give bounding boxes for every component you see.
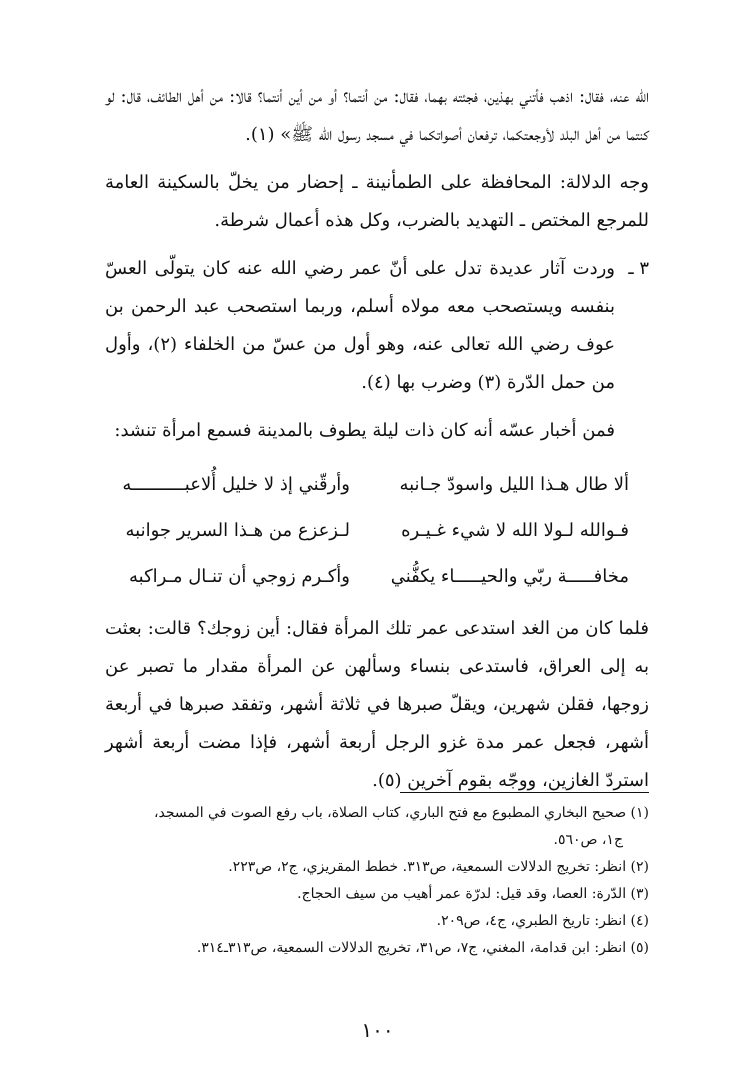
paragraph-hadith-end: الله عنه، فقال: اذهب فأتني بهذين، فجئته بهما، فقال: من أنتما؟ أو من أين أنتما؟ قالا: من أهل الطائف، قال: لو كنتما من أهل البلد لأوجعتكما، ترفعان أصواتكما في مسجد رسول الله ﷺ» (١).: [105, 86, 649, 145]
footnote-4: (٤) انظر: تاريخ الطبري، ج٤، ص٢٠٩.: [436, 913, 649, 929]
paragraph-athar: وردت آثار عديدة تدل على أنّ عمر رضي الله عنه كان يتولّى العسّ بنفسه ويستصحب معه مولاه أسلم، وربما استصحب عبد الرحمن بن عوف رضي الله تعالى عنه، وهو أول من عسّ من الخلفاء (٢)، وأول من حمل الدّرة (٣) وضرب بها (٤).: [105, 258, 615, 393]
poem: [105, 462, 649, 600]
footnote-continuation: ج١، ص٥٦٠.: [553, 832, 623, 848]
poem-verse: [105, 508, 649, 554]
verse-first-hemistich: ألا طال هـذا الليل واسودّ جـانبه: [399, 474, 629, 495]
verse-first-hemistich: مخافـــــة ربّي والحيـــــاء يكفُّني: [390, 566, 629, 587]
verse-second-hemistich: وأكـرم زوجي أن تنـال مـراكبه: [128, 566, 350, 587]
footnotes: [105, 800, 649, 962]
poem-verse: [105, 462, 649, 508]
paragraph-story: فلما كان من الغد استدعى عمر تلك المرأة فقال: أين زوجك؟ قالت: بعثت به إلى العراق، فاستدعى بنساء وسألهن عن المرأة مقدار ما تصبر عن زوجها، فقلن شهرين، ويقلّ صبرها في ثلاثة أشهر، وتفقد صبرها في أربعة أشهر، فجعل عمر مدة غزو الرجل أربعة أشهر، فإذا مضت أربعة أشهر استردّ الغازين، ووجّه بقوم آخرين (٥).: [105, 618, 649, 791]
footnote-1: [105, 800, 649, 854]
item-number: ٣ ـ: [628, 258, 649, 279]
footnote-3: (٣) الدّرة: العصا، وقد قيل: لدرّة عمر أهيب من سيف الحجاج.: [297, 886, 649, 902]
footnote-divider: [400, 792, 649, 793]
paragraph-evidence: وجه الدلالة: المحافظة على الطمأنينة ـ إحضار من يخلّ بالسكينة العامة للمرجع المختص ـ التهديد بالضرب، وكل هذه أعمال شرطة.: [105, 172, 649, 231]
verse-first-hemistich: فـوالله لـولا الله لا شيء غـيـره: [401, 520, 629, 541]
paragraph-poem-intro: فمن أخبار عسّه أنه كان ذات ليلة يطوف بالمدينة فسمع امرأة تنشد:: [114, 420, 615, 441]
footnote-2: (٢) انظر: تخريج الدلالات السمعية، ص٣١٣. خطط المقريزي، ج٢، ص٢٢٣.: [228, 859, 649, 875]
verse-second-hemistich: وأرقّني إذ لا خليل أُلاعبــــــــــه: [122, 474, 350, 495]
footnote-text: (١) صحيح البخاري المطبوع مع فتح الباري، كتاب الصلاة، باب رفع الصوت في المسجد،: [153, 805, 649, 821]
verse-second-hemistich: لـزعزع من هـذا السرير جوانبه: [125, 520, 350, 541]
main-text: [105, 78, 649, 800]
poem-verse: [105, 554, 649, 600]
numbered-item-3: [105, 250, 649, 402]
footnote-5: (٥) انظر: ابن قدامة، المغني، ج٧، ص٣١، تخريج الدلالات السمعية، ص٣١٣ـ٣١٤.: [196, 940, 649, 956]
page-number: ١٠٠: [361, 1018, 394, 1042]
